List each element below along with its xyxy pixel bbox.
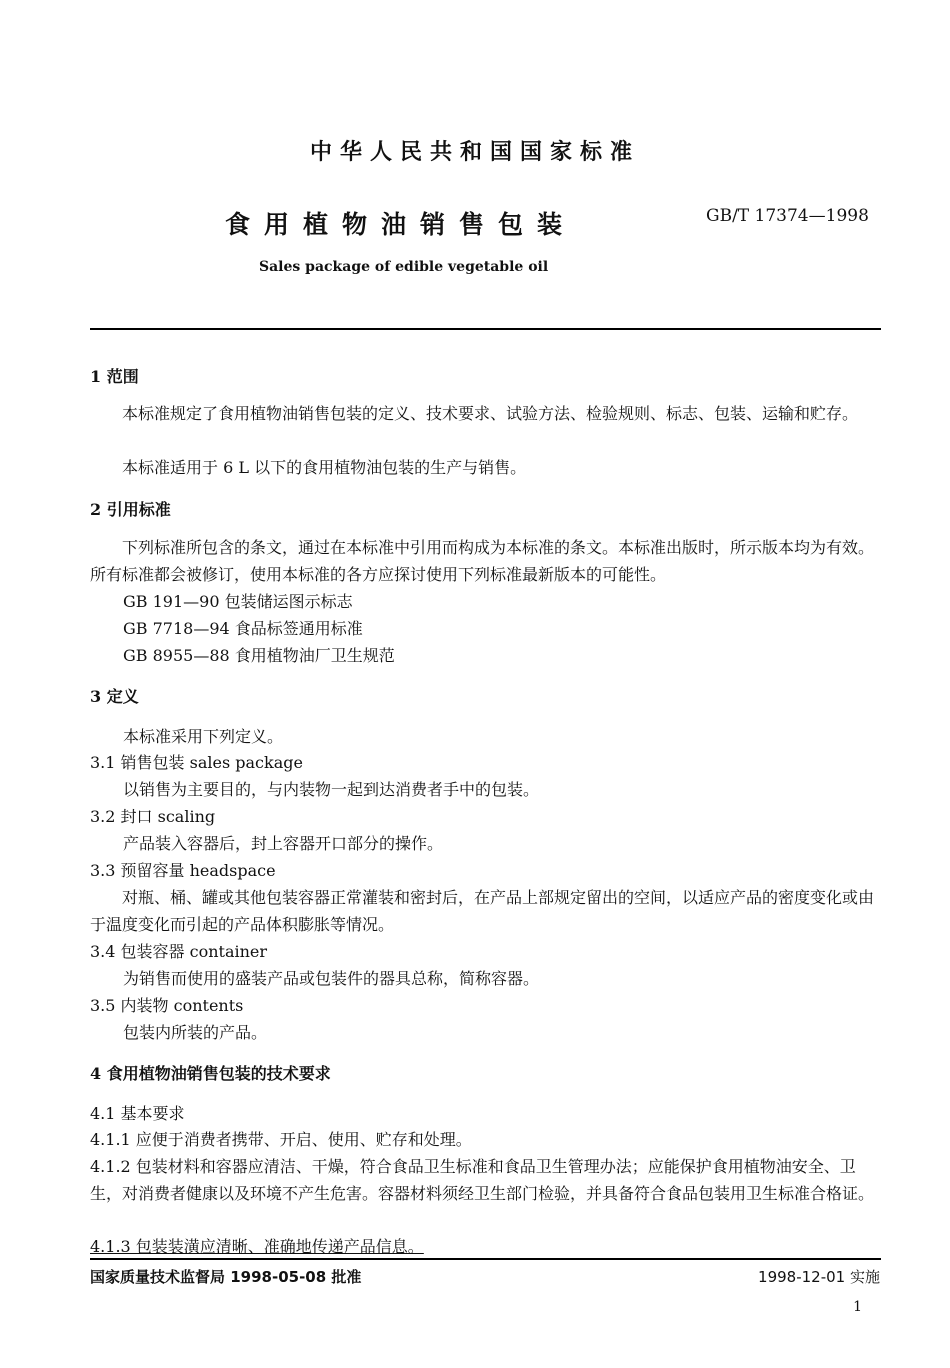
english-title: Sales package of edible vegetable oil (259, 259, 549, 275)
header-org: 中华人民共和国国家标准 (309, 139, 640, 165)
section-2-para-1: 下列标准所包含的条文，通过在本标准中引用而构成为本标准的条文。本标准出版时，所示版本均为有效。所有标准都会被修订，使用本标准的各方应探讨使用下列标准最新版本的可能性。 (90, 538, 875, 584)
section-3-heading: 3 定义 (90, 687, 139, 706)
definition-text: 包装内所装的产品。 (123, 1023, 268, 1042)
section-4-heading: 4 食用植物油销售包装的技术要求 (90, 1064, 331, 1083)
footer-rule (90, 1258, 881, 1260)
reference-item: GB 191—90 包装储运图示标志 (123, 592, 353, 611)
clause-4-1-2: 4.1.2 包装材料和容器应清洁、干燥，符合食品卫生标准和食品卫生管理办法；应能保护食用植物油安全、卫生，对消费者健康以及环境不产生危害。容器材料须经卫生部门检验，并具备符合食品包装用卫生标准合格证。 (90, 1157, 875, 1203)
definition-text: 对瓶、桶、罐或其他包装容器正常灌装和密封后，在产品上部规定留出的空间，以适应产品的密度变化或由于温度变化而引起的产品体积膨胀等情况。 (90, 888, 875, 934)
reference-item: GB 8955—88 食用植物油厂卫生规范 (123, 646, 395, 665)
clause-4-1-1: 4.1.1 应便于消费者携带、开启、使用、贮存和处理。 (90, 1130, 472, 1149)
definition-term: 3.4 包装容器 container (90, 942, 268, 961)
definition-term: 3.2 封口 scaling (90, 807, 216, 826)
section-1-para-1: 本标准规定了食用植物油销售包装的定义、技术要求、试验方法、检验规则、标志、包装、运输和贮存。 (122, 404, 859, 423)
page-number: 1 (853, 1299, 862, 1315)
reference-item: GB 7718—94 食品标签通用标准 (123, 619, 363, 638)
definition-text: 为销售而使用的盛装产品或包装件的器具总称，简称容器。 (123, 969, 540, 988)
standard-number: GB/T 17374—1998 (706, 206, 869, 226)
document-title: 食用植物油销售包装 (225, 210, 577, 239)
header-rule (90, 328, 881, 330)
definition-text: 产品装入容器后，封上容器开口部分的操作。 (123, 834, 444, 853)
section-3-intro: 本标准采用下列定义。 (123, 727, 284, 746)
subsection-4-1: 4.1 基本要求 (90, 1104, 185, 1123)
approval-line: 国家质量技术监督局 1998-05-08 批准 (90, 1268, 362, 1286)
definition-text: 以销售为主要目的，与内装物一起到达消费者手中的包装。 (123, 780, 540, 799)
definition-term: 3.1 销售包装 sales package (90, 753, 303, 772)
clause-4-1-3: 4.1.3 包装装潢应清晰、准确地传递产品信息。 (90, 1237, 424, 1256)
section-1-heading: 1 范围 (90, 367, 139, 386)
definition-term: 3.3 预留容量 headspace (90, 861, 276, 880)
section-2-heading: 2 引用标准 (90, 500, 171, 519)
section-1-para-2: 本标准适用于 6 L 以下的食用植物油包装的生产与销售。 (122, 458, 527, 477)
implementation-date: 1998-12-01 实施 (758, 1268, 880, 1286)
definition-term: 3.5 内装物 contents (90, 996, 244, 1015)
